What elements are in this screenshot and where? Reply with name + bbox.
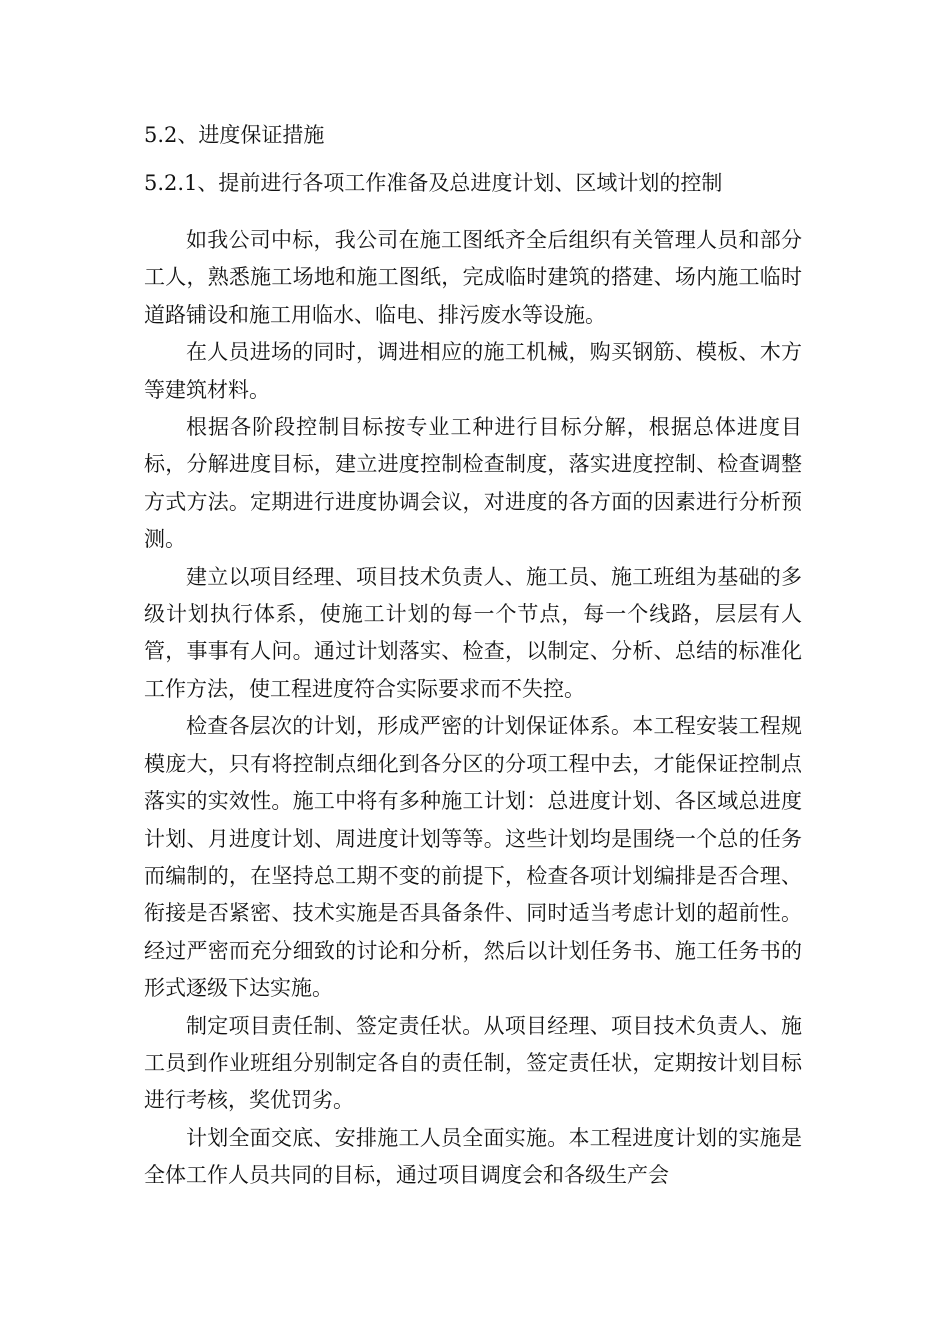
body-text bbox=[144, 222, 802, 1195]
section-heading: 5.2、进度保证措施 bbox=[144, 123, 325, 147]
paragraph-target-decomposition: 根据各阶段控制目标按专业工种进行目标分解，根据总体进度目标，分解进度目标，建立进度控制检查制度，落实进度控制、检查调整方式方法。定期进行进度协调会议，对进度的各方面的因素进行分析预测。 bbox=[144, 415, 802, 552]
paragraph-responsibility-system: 制定项目责任制、签定责任状。从项目经理、项目技术负责人、施工员到作业班组分别制定各自的责任制，签定责任状，定期按计划目标进行考核，奖优罚劣。 bbox=[144, 1013, 802, 1113]
paragraph-plan-execution-system: 建立以项目经理、项目技术负责人、施工员、施工班组为基础的多级计划执行体系，使施工计划的每一个节点，每一个线路，层层有人管，事事有人问。通过计划落实、检查，以制定、分析、总结的标准化工作方法，使工程进度符合实际要求而不失控。 bbox=[144, 564, 802, 701]
paragraph-plan-implementation: 计划全面交底、安排施工人员全面实施。本工程进度计划的实施是全体工作人员共同的目标，通过项目调度会和各级生产会 bbox=[144, 1125, 802, 1188]
paragraph-machinery-materials: 在人员进场的同时，调进相应的施工机械，购买钢筋、模板、木方等建筑材料。 bbox=[144, 340, 802, 402]
paragraph-plan-guarantee-system: 检查各层次的计划，形成严密的计划保证体系。本工程安装工程规模庞大，只有将控制点细化到各分区的分项工程中去，才能保证控制点落实的实效性。施工中将有多种施工计划：总进度计划、各区域总进度计划、月进度计划、周进度计划等等。这些计划均是围绕一个总的任务而编制的，在坚持总工期不变的前提下，检查各项计划编排是否合理、衔接是否紧密、技术实施是否具备条件、同时适当考虑计划的超前性。经过严密而充分细致的讨论和分析，然后以计划任务书、施工任务书的形式逐级下达实施。 bbox=[144, 714, 802, 1001]
subsection-heading: 5.2.1、提前进行各项工作准备及总进度计划、区域计划的控制 bbox=[144, 171, 723, 195]
paragraph-site-preparation: 如我公司中标，我公司在施工图纸齐全后组织有关管理人员和部分工人，熟悉施工场地和施工图纸，完成临时建筑的搭建、场内施工临时道路铺设和施工用临水、临电、排污废水等设施。 bbox=[144, 228, 802, 327]
